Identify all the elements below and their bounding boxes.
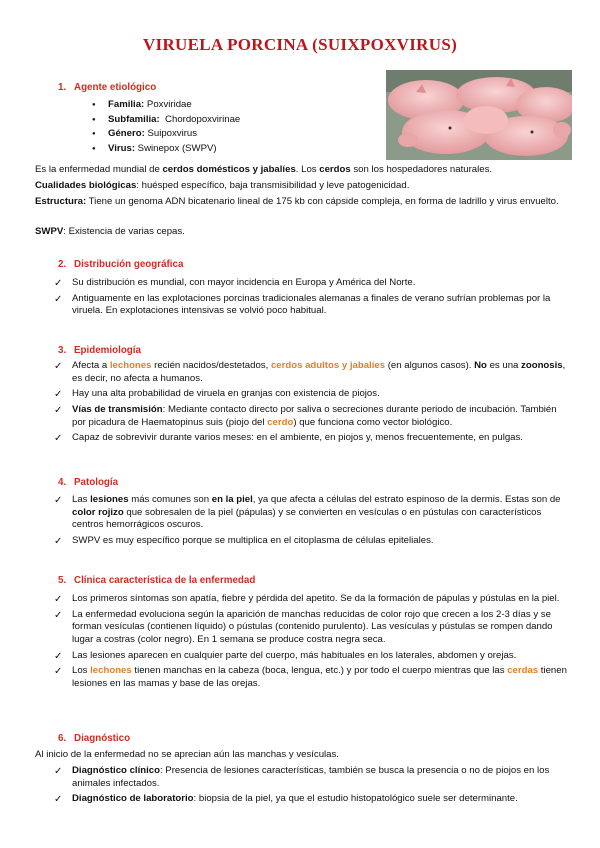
highlight-text: cerdas [507, 665, 539, 677]
swpv-paragraph [35, 226, 570, 239]
item-text: Hay una alta probabilidad de viruela en granjas con existencia de piojos. [72, 388, 380, 400]
item-text: Las lesiones aparecen en cualquier parte del cuerpo, más habituales en los laterales, abdomen y orejas. [72, 649, 517, 661]
text: que sobresalen de la piel (pápulas) y se convierten en vesículas o en pústulas con característicos centros hemorrágicos oscuros. [72, 506, 542, 531]
text: más comunes son [128, 494, 212, 505]
check-icon: ✓ [54, 650, 63, 662]
text: : huésped específico, baja transmisibilidad y leve patogenicidad. [136, 180, 410, 191]
check-icon: ✓ [54, 389, 63, 401]
section-1-title: Agente etiológico [74, 82, 157, 93]
text: recién nacidos/destetados, [151, 360, 271, 371]
section-3-number: 3. [58, 345, 67, 356]
section-2-title: Distribución geográfica [74, 259, 184, 270]
text: (en algunos casos). [385, 360, 475, 371]
list-item [54, 535, 570, 548]
text: , es decir, no afecta a humanos. [72, 360, 566, 384]
check-icon: ✓ [54, 594, 63, 605]
list-item [54, 793, 570, 806]
page-title: VIRUELA PORCINA (SUIXPOXVIRUS) [142, 35, 458, 54]
text: tienen manchas en la cabeza (boca, lengua, etc.) y por todo el cuerpo mientras que las [131, 665, 508, 677]
section-6-list [54, 765, 570, 809]
highlight-text: lechones [109, 360, 152, 371]
section-3-title: Epidemiología [74, 345, 141, 356]
section-1-heading [58, 82, 156, 95]
item-text: SWPV es muy específico porque se multiplica en el citoplasma de células epiteliales. [72, 534, 434, 546]
text: : Presencia de lesiones características, también se busca la presencia o no de piojos en los animales infectados. [72, 765, 550, 789]
list-item [54, 765, 570, 790]
list-item [54, 650, 570, 663]
list-item [54, 293, 570, 318]
text-bold: Estructura: [35, 196, 87, 207]
section-3-list [54, 360, 570, 448]
list-item [54, 665, 570, 690]
highlight-text: cerdos adultos y jabalíes [270, 360, 386, 371]
text-bold: zoonosis [521, 360, 563, 371]
text-bold: Diagnóstico clínico [72, 765, 160, 776]
list-item [54, 432, 570, 445]
check-icon: ✓ [54, 535, 63, 547]
taxon-value: Suipoxvirus [144, 128, 198, 140]
check-icon: ✓ [54, 666, 63, 678]
taxon-value: Swinepox (SWPV) [135, 142, 217, 154]
check-icon: ✓ [54, 278, 63, 289]
section-6-heading [58, 733, 130, 746]
text: : Mediante contacto directo por saliva o secreciones durante periodo de incubación. También por picadura de Haematopinus suis (piojo del [72, 403, 557, 428]
section-1-number: 1. [58, 82, 67, 93]
structure-paragraph [35, 196, 570, 209]
text: Las [72, 494, 91, 505]
taxon-label: Virus: [108, 142, 136, 154]
section-2-heading [58, 259, 183, 272]
text: tienen lesiones en las mamas y base de las orejas. [72, 665, 567, 689]
check-icon: ✓ [54, 404, 63, 416]
check-icon: ✓ [54, 495, 63, 506]
list-item [54, 593, 570, 606]
section-4-number: 4. [58, 477, 67, 488]
item-text: La enfermedad evoluciona según la aparición de manchas reducidas de color rojo que crecen a los 2-3 días y se forman vesículas (contienen líquido) o pústulas (contenido purulento). Las vesículas y pústulas se rompen dando lugar a costras (color negro). En 1 semana se produce costra negra seca. [72, 608, 553, 645]
list-item [54, 277, 570, 290]
text: Es la enfermedad mundial de [35, 164, 163, 175]
list-item [54, 388, 570, 401]
section-4-list [54, 494, 570, 551]
section-6-title: Diagnóstico [74, 733, 131, 744]
diagnosis-intro: Al inicio de la enfermedad no se aprecian aún las manchas y vesículas. [35, 749, 339, 760]
text-bold: cerdos domésticos y jabalíes [162, 164, 296, 175]
taxonomy-virus [92, 143, 240, 156]
section-2-list [54, 277, 570, 321]
check-icon: ✓ [54, 766, 63, 777]
check-icon: ✓ [54, 433, 63, 445]
section-5-list [54, 593, 570, 694]
text: : Existencia de varias cepas. [63, 226, 185, 237]
section-6-number: 6. [58, 733, 67, 744]
text-bold: Vías de transmisión [72, 403, 163, 415]
text-bold: cerdos [319, 164, 351, 175]
check-icon: ✓ [54, 361, 63, 372]
check-icon: ✓ [54, 609, 63, 621]
section-4-title: Patología [74, 477, 119, 488]
text-bold: Diagnóstico de laboratorio [72, 793, 194, 805]
text: son los hospedadores naturales. [350, 164, 493, 175]
taxonomy-subfamilia [92, 114, 240, 127]
biological-qualities [35, 180, 570, 193]
check-icon: ✓ [54, 293, 63, 305]
text-bold: No [474, 360, 487, 371]
text-bold: lesiones [90, 494, 129, 505]
taxon-label: Género: [108, 128, 145, 140]
text: . Los [295, 164, 320, 175]
list-item [54, 609, 570, 647]
section-3-heading [58, 345, 141, 358]
check-icon: ✓ [54, 794, 63, 806]
taxon-label: Familia: [108, 99, 145, 110]
text-bold: color rojizo [72, 506, 124, 518]
section-5-heading [58, 575, 255, 588]
taxon-value: Poxviridae [144, 99, 192, 110]
highlight-text: cerdo [267, 416, 294, 428]
list-item [54, 494, 570, 532]
taxon-value: Chordopoxvirinae [159, 113, 241, 125]
list-item [54, 360, 570, 385]
list-item [54, 404, 570, 429]
section-5-title: Clínica característica de la enfermedad [74, 575, 256, 586]
taxonomy-genero [92, 128, 240, 141]
section-4-heading [58, 477, 118, 490]
section-5-number: 5. [58, 575, 67, 586]
text: es una [486, 360, 522, 371]
text: ) que funciona como vector biológico. [293, 416, 453, 428]
section-2-number: 2. [58, 259, 67, 270]
text-bold: SWPV [35, 226, 64, 237]
text: , ya que afecta a células del estrato espinoso de la dermis. Estas son de [252, 494, 561, 505]
taxonomy-list [92, 99, 240, 158]
text: Los [72, 665, 91, 677]
text-bold: en la piel [211, 494, 253, 505]
item-text: Los primeros síntomas son apatía, fiebre y pérdida del apetito. Se da la formación de pápulas y pústulas en la piel. [72, 593, 560, 604]
item-text: Antiguamente en las explotaciones porcinas tradicionales alemanas a finales de verano sufrían problemas por la viruela. En explotaciones intensivas se volvió poco habitual. [72, 292, 551, 317]
text-bold: Cualidades biológicas [35, 180, 137, 191]
piglets-photo [386, 70, 572, 160]
text: Afecta a [72, 360, 110, 371]
item-text: Capaz de sobrevivir durante varios meses: en el ambiente, en piojos y, menos frecuentemente, en pulgas. [72, 432, 523, 444]
highlight-text: lechones [90, 665, 132, 677]
text: : biopsia de la piel, ya que el estudio histopatológico suele ser determinante. [193, 793, 518, 805]
item-text: Su distribución es mundial, con mayor incidencia en Europa y América del Norte. [72, 277, 416, 288]
taxonomy-familia [92, 99, 240, 112]
taxon-label: Subfamilia: [108, 113, 160, 125]
text: Tiene un genoma ADN bicatenario lineal de 175 kb con cápside compleja, en forma de ladrillo y virus envuelto. [86, 196, 559, 207]
intro-paragraph [35, 164, 570, 177]
